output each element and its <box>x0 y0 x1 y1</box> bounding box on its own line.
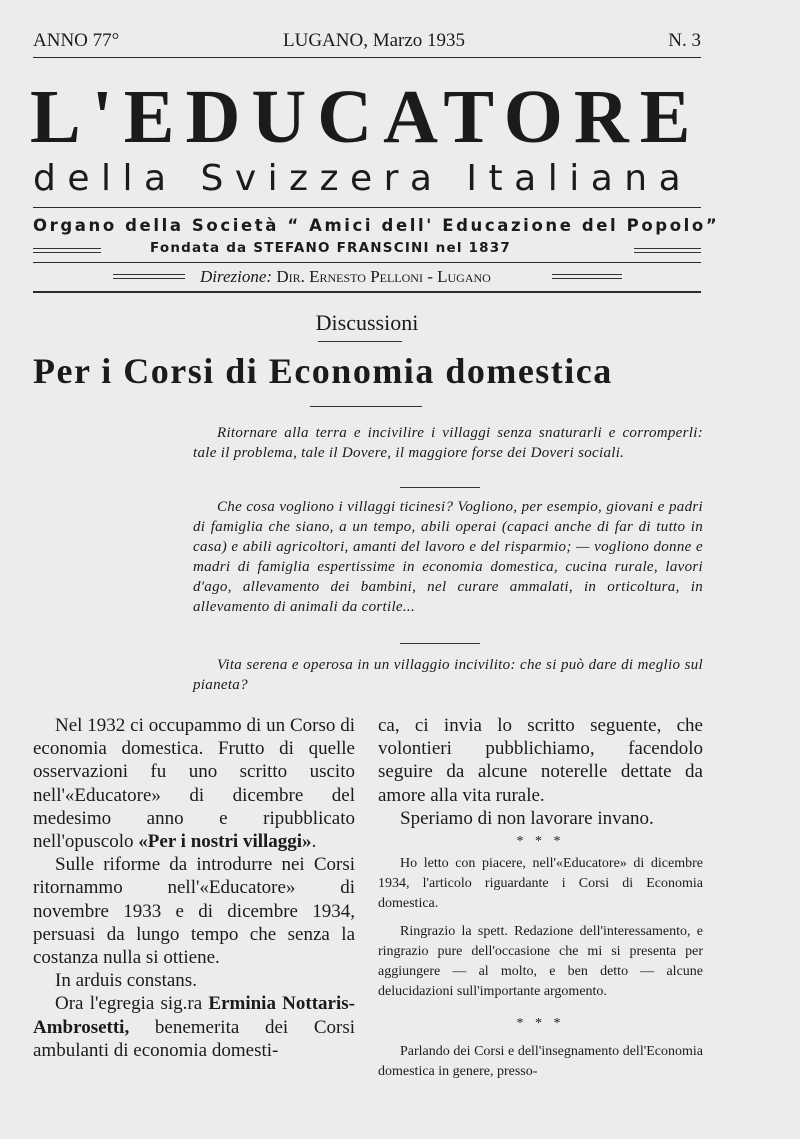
paragraph: Ora l'egregia sig.ra Erminia Nottaris-Ambrosetti, benemerita dei Corsi ambulanti di economia domesti- <box>33 993 355 1061</box>
paragraph: Ho letto con piacere, nell'«Educatore» di dicembre 1934, l'articolo riguardante i Corsi di Economia domestica. <box>378 856 703 912</box>
double-rule <box>634 248 701 253</box>
journal-title: L'EDUCATORE <box>30 75 702 159</box>
left-column <box>33 714 355 1062</box>
section-label: Discussioni <box>315 310 419 335</box>
paragraph: In arduis constans. <box>55 970 197 992</box>
epigraph: Che cosa vogliono i villaggi ticinesi? Vogliono, per esempio, giovani e padri di famiglia che siano, a un tempo, abili operai (capaci anche di far di tutto in casa) e abili agricoltori, amanti del lavoro e del risparmio; — vogliono donne e madri di famiglia espertissime in economia domestica, cucina rurale, lavori d'ago, allevamento dei bambini, nel curare ammalati, in orticoltura, in allevamento di animali da cortile... <box>193 499 703 615</box>
section-stars: * * * <box>516 834 565 850</box>
divider <box>33 262 701 263</box>
paragraph: Ringrazio la spett. Redazione dell'interessamento, e ringrazio pure dell'occasione che mi si presenta per aggiungere — al molto, e ben detto — alcune delucidazioni sull'importante argomento. <box>378 924 703 1000</box>
right-column <box>378 714 703 1082</box>
paragraph: Sulle riforme da introdurre nei Corsi ritornammo nell'«Educatore» di novembre 1933 e di dicembre 1934, persuasi da lungo tempo che senza la costanza nulla si ottiene. <box>33 854 355 969</box>
paragraph: Parlando dei Corsi e dell'insegnamento dell'Economia domestica in genere, presso- <box>378 1044 703 1080</box>
short-rule <box>310 406 422 407</box>
epigraph: Ritornare alla terra e incivilire i villaggi senza snaturarli e corromperli: tale il problema, tale il Dovere, il maggiore forse dei Doveri sociali. <box>193 425 703 461</box>
divider <box>33 207 701 208</box>
direction-line <box>200 267 491 287</box>
masthead-topline <box>33 30 701 54</box>
issue-number: N. 3 <box>668 30 701 51</box>
paragraph: ca, ci invia lo scritto seguente, che volontieri pubblichiamo, facendolo seguire da alcune noterelle dettate da amore alla vita rurale. <box>378 715 703 806</box>
short-rule <box>400 643 480 644</box>
journal-subtitle: della Svizzera Italiana <box>33 158 693 199</box>
section-stars: * * * <box>516 1016 565 1032</box>
double-rule <box>113 274 185 279</box>
short-rule <box>400 487 480 488</box>
article-headline: Per i Corsi di Economia domestica <box>33 351 613 391</box>
short-rule <box>318 341 402 342</box>
paragraph: Nel 1932 ci occupammo di un Corso di economia domestica. Frutto di quelle osservazioni fu uno scritto uscito nell'«Educatore» di dicembre del medesimo anno e ripubblicato nell'opuscolo «Per i nostri villaggi». <box>33 715 355 853</box>
founded-line: Fondata da STEFANO FRANSCINI nel 1837 <box>150 240 511 256</box>
direction-label: Direzione: <box>200 267 273 286</box>
issue-year: ANNO 77° <box>33 30 120 51</box>
divider <box>33 291 701 293</box>
organ-line: Organo della Società “ Amici dell' Educazione del Popolo” <box>33 216 720 235</box>
double-rule <box>552 274 622 279</box>
paragraph: Speriamo di non lavorare invano. <box>400 807 654 829</box>
divider <box>33 57 701 58</box>
direction-name: Dir. Ernesto Pelloni - Lugano <box>276 267 491 286</box>
epigraph: Vita serena e operosa in un villaggio incivilito: che si può dare di meglio sul pianeta? <box>193 657 703 693</box>
double-rule <box>33 248 101 253</box>
issue-place-date: LUGANO, Marzo 1935 <box>283 30 466 51</box>
